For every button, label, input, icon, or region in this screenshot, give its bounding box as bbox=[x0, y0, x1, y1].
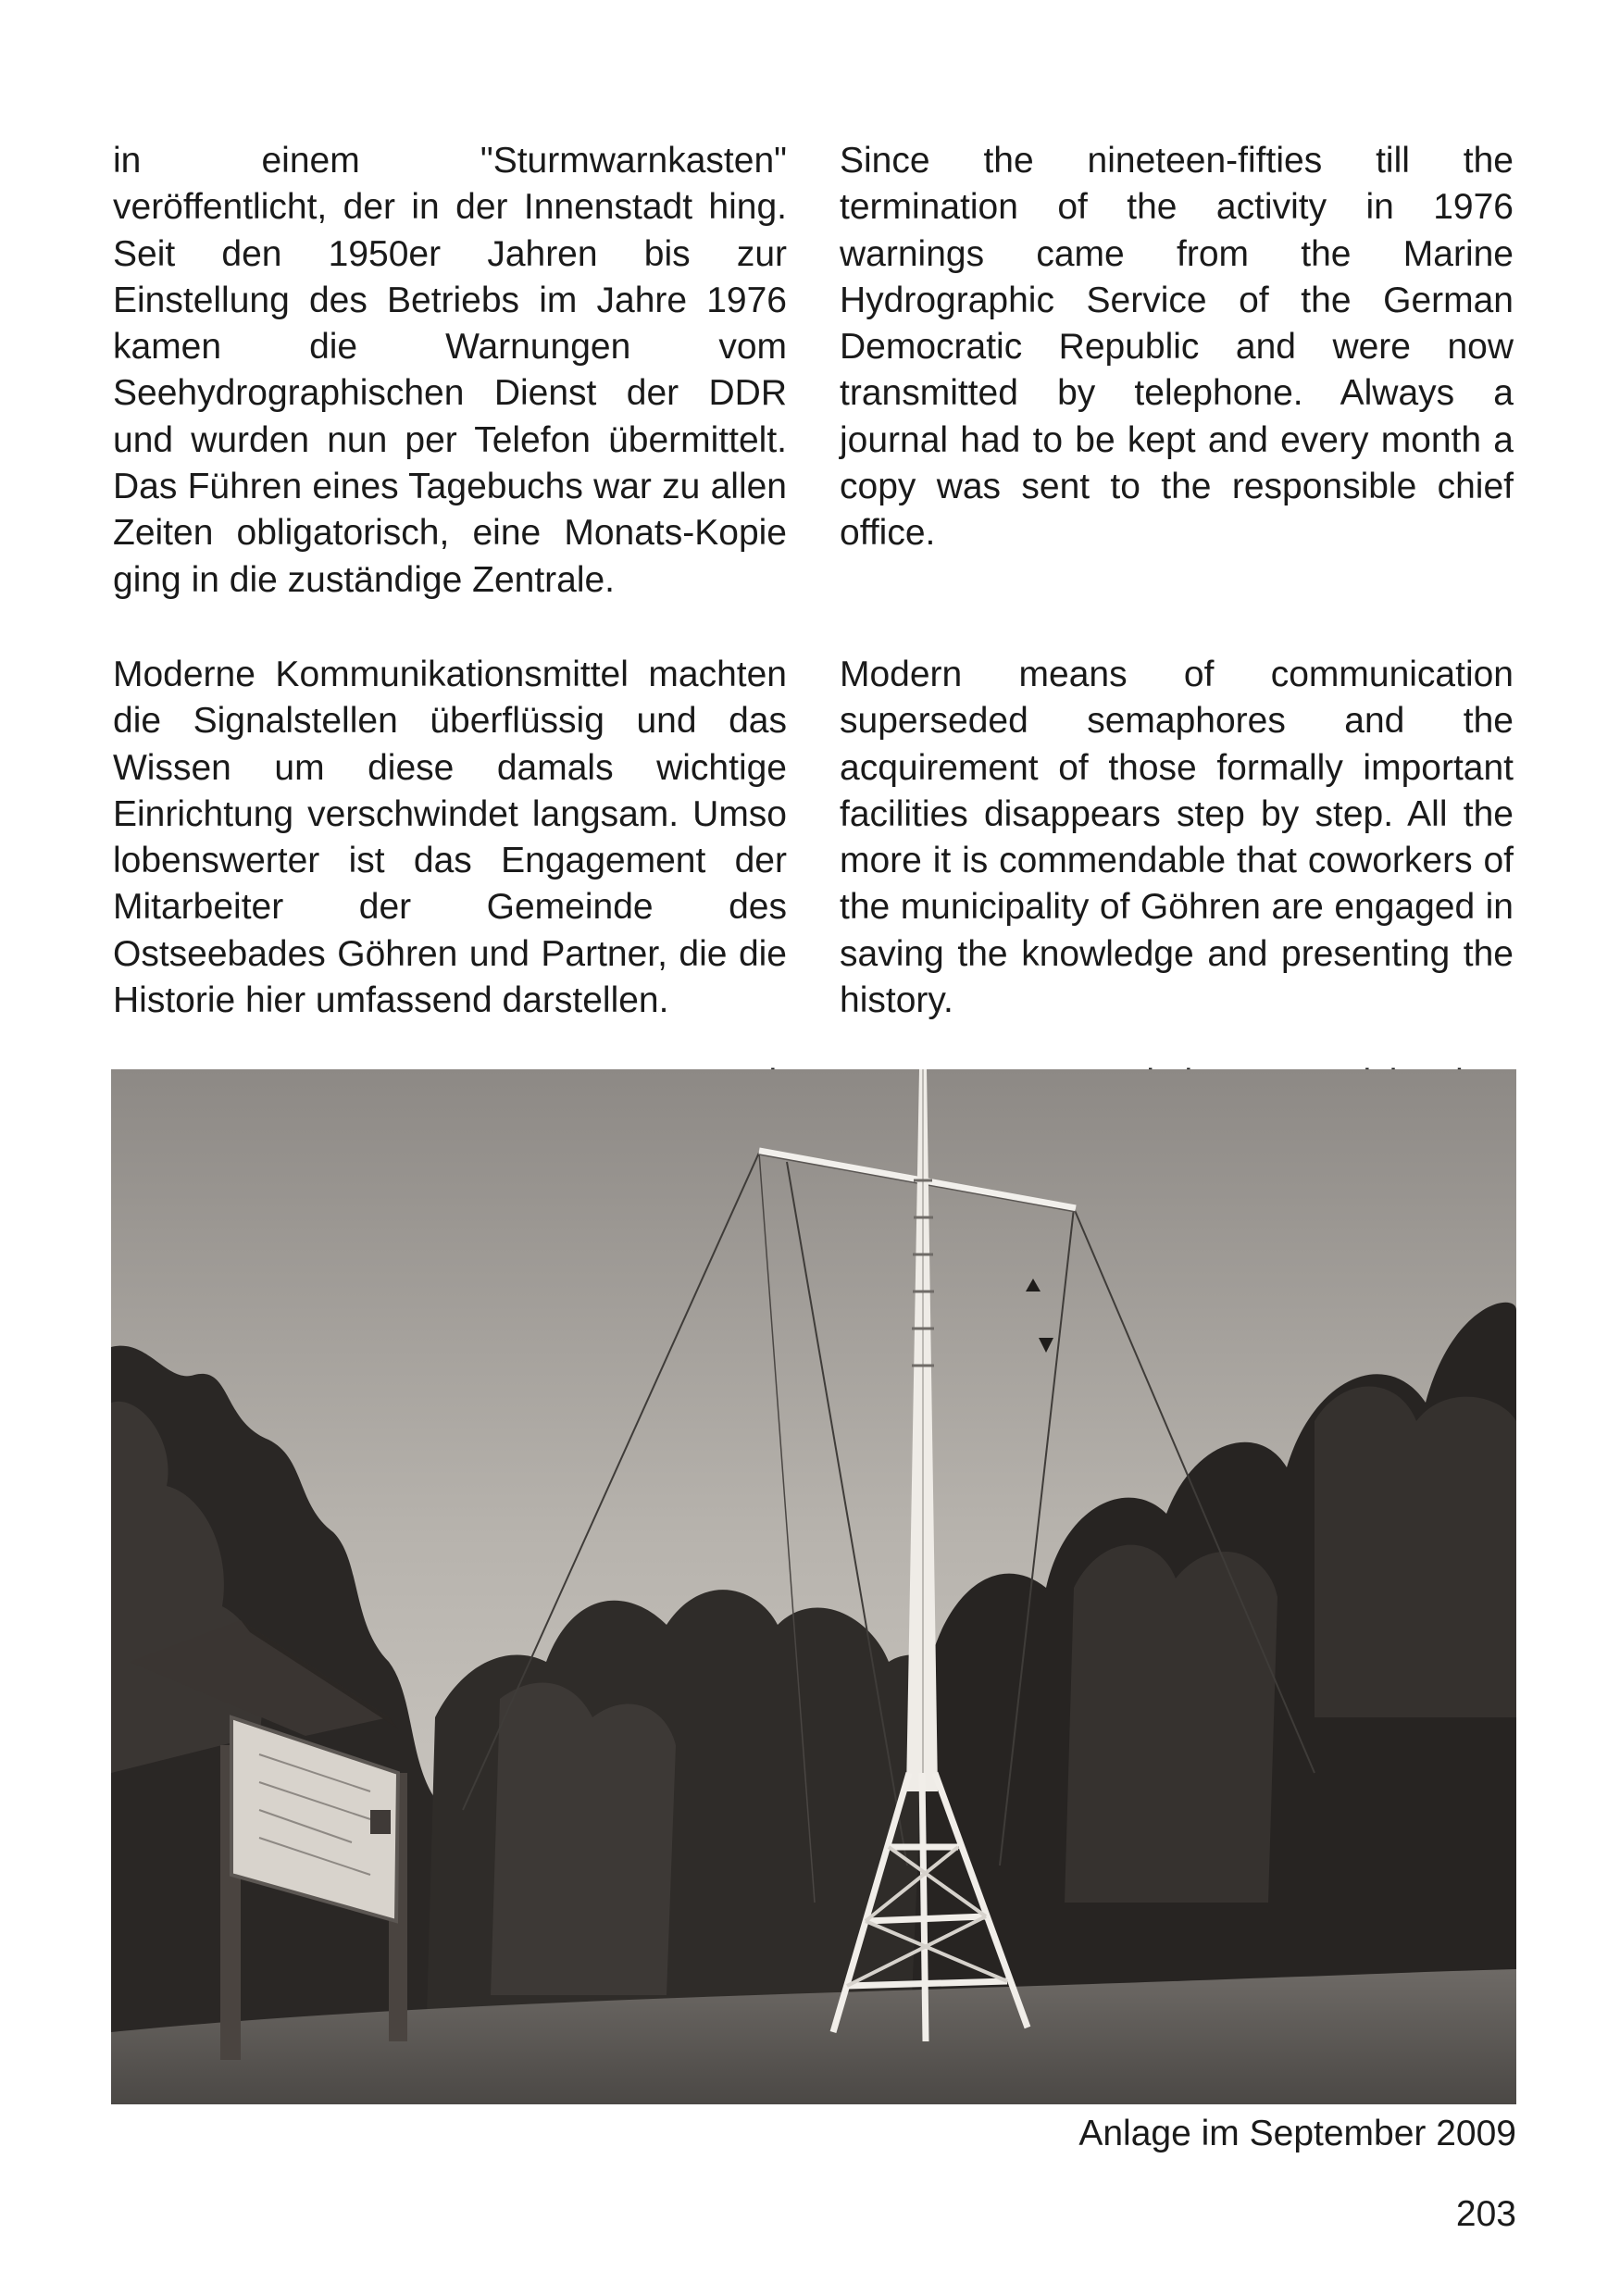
german-paragraph-1 bbox=[113, 102, 787, 640]
photo-caption: Anlage im September 2009 bbox=[1078, 2114, 1516, 2153]
german-paragraph-2 bbox=[113, 616, 787, 1143]
english-paragraph-1 bbox=[840, 102, 1514, 593]
english-paragraph-2 bbox=[840, 616, 1514, 1143]
german-paragraph-1-text: in einem "Sturmwarnkasten" veröffentlicht, der in der Innenstadt hing. Seit den 1950er Jahren bis zur Einstellung des Betriebs im Jahre 1976 kamen die Warnungen vom Seehydrographischen Dienst der DDR und wurden nun per Telefon übermittelt. Das Führen eines Tagebuchs war zu allen Zeiten obligatorisch, eine Monats-Kopie ging in die zuständige Zentrale. bbox=[113, 141, 787, 600]
signal-mast-photo bbox=[111, 1069, 1516, 2104]
page-number: 203 bbox=[1455, 2194, 1516, 2234]
english-paragraph-2-text: Modern means of communication superseded semaphores and the acquirement of those formally important facilities disappears step by step. All the more it is commendable that coworkers of the municipality of Göhren are engaged in saving the knowledge and presenting the history. bbox=[840, 655, 1514, 1021]
german-paragraph-2-text: Moderne Kommunikationsmittel machten die Signalstellen überflüssig und das Wissen um diese damals wichtige Einrichtung verschwindet langsam. Umso lobenswerter ist das Engagement der Mitarbeiter der Gemeinde des Ostseebades Göhren und Partner, die die Historie hier umfassend darstellen. bbox=[113, 655, 787, 1021]
english-paragraph-1-text: Since the nineteen-fifties till the termination of the activity in 1976 warnings came from the Marine Hydrographic Service of the German Democratic Republic and were now transmitted by telephone. Always a journal had to be kept and every month a copy was sent to the responsible chief office. bbox=[840, 141, 1514, 554]
